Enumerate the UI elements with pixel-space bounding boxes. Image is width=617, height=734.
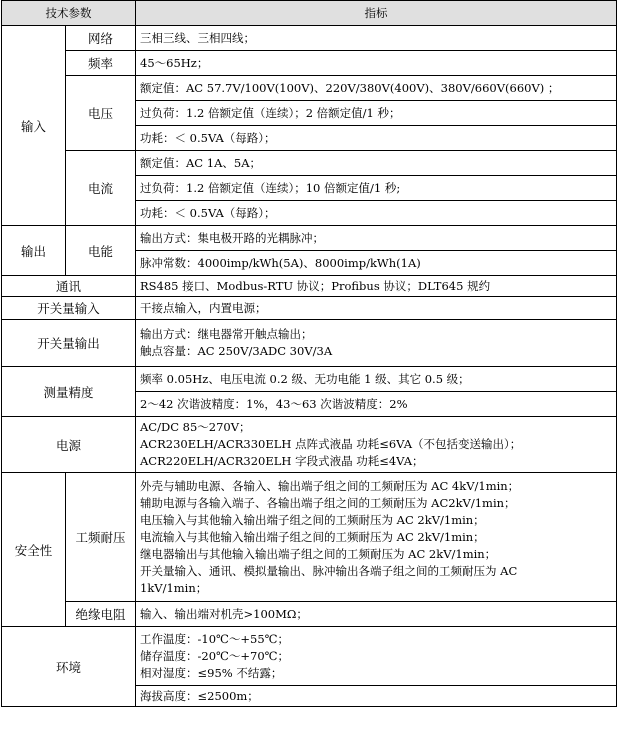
- insulation-label: 绝缘电阻: [66, 602, 136, 627]
- energy-constant: 脉冲常数：4000imp/kWh(5A)、8000imp/kWh(1A): [136, 251, 617, 276]
- withstand-line: 辅助电源与各输入端子、各输出端子组之间的工频耐压为 AC2kV/1min；: [140, 495, 516, 510]
- output-label: 输出: [2, 226, 66, 276]
- energy-label: 电能: [66, 226, 136, 276]
- switch-in-value: 干接点输入，内置电源；: [136, 297, 617, 320]
- frequency-label: 频率: [66, 51, 136, 76]
- withstand-line: 外壳与辅助电源、各输入、输出端子组之间的工频耐压为 AC 4kV/1min；: [140, 478, 520, 493]
- power-supply-value: [136, 417, 617, 473]
- withstand-line: 电压输入与其他输入输出端子组之间的工频耐压为 AC 2kV/1min；: [140, 512, 485, 527]
- switch-out-label: 开关量输出: [2, 320, 136, 367]
- current-label: 电流: [66, 151, 136, 226]
- withstand-line: 电流输入与其他输入输出端子组之间的工频耐压为 AC 2kV/1min；: [140, 529, 485, 544]
- power-supply-label: 电源: [2, 417, 136, 473]
- switch-out-capacity: 触点容量：AC 250V/3ADC 30V/3A: [140, 344, 333, 358]
- accuracy-label: 测量精度: [2, 367, 136, 417]
- network-label: 网络: [66, 26, 136, 51]
- withstand-line: 1kV/1min；: [140, 580, 208, 595]
- altitude-value: 海拔高度：≤2500m；: [136, 686, 617, 707]
- current-overload: 过负荷：1.2 倍额定值（连续）；10 倍额定值/1 秒;: [136, 176, 617, 201]
- safety-label: 安全性: [2, 473, 66, 627]
- network-value: 三相三线、三相四线；: [136, 26, 617, 51]
- current-power: 功耗：＜ 0.5VA（每路）；: [136, 201, 617, 226]
- frequency-value: 45～65Hz；: [136, 51, 617, 76]
- header-param: 技术参数: [2, 1, 136, 26]
- power-supply-line: ACR230ELH/ACR330ELH 点阵式液晶 功耗≤6VA（不包括变送输出）；: [140, 437, 522, 451]
- environment-value: [136, 627, 617, 686]
- withstand-label: 工频耐压: [66, 473, 136, 602]
- accuracy-line-2: 2～42 次谐波精度：1%，43～63 次谐波精度：2%: [136, 392, 617, 417]
- environment-line: 相对湿度：≤95% 不结露；: [140, 665, 283, 680]
- switch-in-label: 开关量输入: [2, 297, 136, 320]
- spec-table: [1, 0, 617, 707]
- switch-out-value: [136, 320, 617, 367]
- header-spec: 指标: [136, 1, 617, 26]
- power-supply-line: AC/DC 85～270V；: [140, 420, 251, 434]
- insulation-value: 输入、输出端对机壳>100MΩ；: [136, 602, 617, 627]
- environment-line: 工作温度：-10℃～+55℃；: [140, 631, 290, 646]
- switch-out-mode: 输出方式：继电器常开触点输出；: [140, 327, 313, 341]
- current-rated: 额定值：AC 1A、5A；: [136, 151, 617, 176]
- voltage-label: 电压: [66, 76, 136, 151]
- voltage-rated: 额定值：AC 57.7V/100V(100V)、220V/380V(400V)、380V/660V(660V) ；: [136, 76, 617, 101]
- withstand-line: 继电器输出与其他输入输出端子组之间的工频耐压为 AC 2kV/1min；: [140, 546, 497, 561]
- environment-label: 环境: [2, 627, 136, 707]
- withstand-value: [136, 473, 617, 602]
- accuracy-line-1: 频率 0.05Hz、电压电流 0.2 级、无功电能 1 级、其它 0.5 级；: [136, 367, 617, 392]
- comm-value: RS485 接口、Modbus-RTU 协议；Profibus 协议；DLT645 规约: [136, 276, 617, 297]
- comm-label: 通讯: [2, 276, 136, 297]
- voltage-power: 功耗：＜ 0.5VA（每路）；: [136, 126, 617, 151]
- voltage-overload: 过负荷：1.2 倍额定值（连续）；2 倍额定值/1 秒；: [136, 101, 617, 126]
- energy-mode: 输出方式：集电极开路的光耦脉冲；: [136, 226, 617, 251]
- environment-line: 储存温度：-20℃～+70℃；: [140, 648, 290, 663]
- withstand-line: 开关量输入、通讯、模拟量输出、脉冲输出各端子组之间的工频耐压为 AC: [140, 563, 518, 578]
- power-supply-line: ACR220ELH/ACR320ELH 字段式液晶 功耗≤4VA；: [140, 454, 424, 468]
- input-label: 输入: [2, 26, 66, 226]
